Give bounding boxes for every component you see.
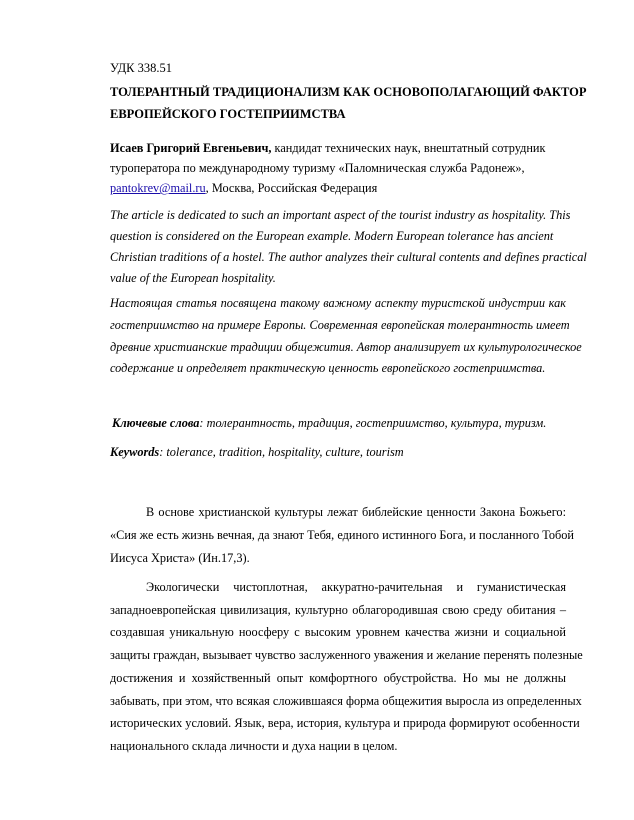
body-paragraph-2-line: Экологически чистоплотная, аккуратно-рачительная и гуманистическая xyxy=(146,580,566,594)
author-line xyxy=(110,141,546,156)
abstract-en-line: Christian traditions of a hostel. The author analyzes their cultural contents and defines practical xyxy=(110,250,587,264)
body-paragraph-2-line: национального склада личности и духа нации в целом. xyxy=(110,739,398,753)
article-title-line-1: ТОЛЕРАНТНЫЙ ТРАДИЦИОНАЛИЗМ КАК ОСНОВОПОЛАГАЮЩИЙ ФАКТОР xyxy=(110,85,587,99)
body-paragraph-1-line: «Сия же есть жизнь вечная, да знают Тебя, единого истинного Бога, и посланного Тобой xyxy=(110,528,575,542)
udc-code: УДК 338.51 xyxy=(110,61,172,75)
abstract-ru-line: Настоящая статья посвящена такому важному аспекту туристской индустрии как xyxy=(110,296,566,310)
abstract-en-line: value of the European hospitality. xyxy=(110,271,276,285)
author-affiliation-1: кандидат технических наук, внештатный сотрудник xyxy=(271,141,546,155)
body-paragraph-2-line: забывать, при этом, что всякая сложившаяся форма общежития выросла из определенных xyxy=(110,694,582,708)
keywords-ru-text: : толерантность, традиция, гостеприимство, культура, туризм. xyxy=(199,416,547,430)
article-title-line-2: ЕВРОПЕЙСКОГО ГОСТЕПРИИМСТВА xyxy=(110,107,346,121)
keywords-ru-label: Ключевые слова xyxy=(112,416,200,430)
body-paragraph-2-line: создавшая уникальную ноосферу с высоким уровнем качества жизни и социальной xyxy=(110,625,566,639)
keywords-ru xyxy=(112,416,546,431)
author-location: , Москва, Российская Федерация xyxy=(205,181,378,195)
keywords-en-text: : tolerance, tradition, hospitality, culture, tourism xyxy=(159,445,404,459)
abstract-en-line: The article is dedicated to such an important aspect of the tourist industry as hospitality. This xyxy=(110,208,571,222)
body-paragraph-2-line: западноевропейская цивилизация, культурно облагородившая свою среду обитания – xyxy=(110,603,566,617)
abstract-en-line: question is considered on the European example. Modern European tolerance has ancient xyxy=(110,229,554,243)
keywords-en xyxy=(110,445,404,460)
keywords-en-label: Keywords xyxy=(110,445,160,459)
abstract-ru-line: гостеприимство на примере Европы. Современная европейская толерантность имеет xyxy=(110,318,570,332)
body-paragraph-2-line: достижения и хозяйственный опыт комфортного обустройства. Но мы не должны xyxy=(110,671,566,685)
author-email-link[interactable]: pantokrev@mail.ru xyxy=(110,181,206,195)
author-contact-line xyxy=(110,181,377,196)
abstract-ru-line: древние христианские традиции общежития. Автор анализирует их культурологическое xyxy=(110,340,582,354)
body-paragraph-2-line: защиты граждан, вызывает чувство заслуженного уважения и желание перенять полезные xyxy=(110,648,583,662)
author-affiliation-2: туроператора по международному туризму «Паломническая служба Радонеж», xyxy=(110,161,525,175)
body-paragraph-1-line: Иисуса Христа» (Ин.17,3). xyxy=(110,551,250,565)
author-name: Исаев Григорий Евгеньевич, xyxy=(110,141,272,155)
body-paragraph-1-line: В основе христианской культуры лежат библейские ценности Закона Божьего: xyxy=(146,505,566,519)
body-paragraph-2-line: исторических условий. Язык, вера, история, культура и природа формируют особенности xyxy=(110,716,580,730)
abstract-ru-line: содержание и определяет практическую ценность европейского гостеприимства. xyxy=(110,361,546,375)
